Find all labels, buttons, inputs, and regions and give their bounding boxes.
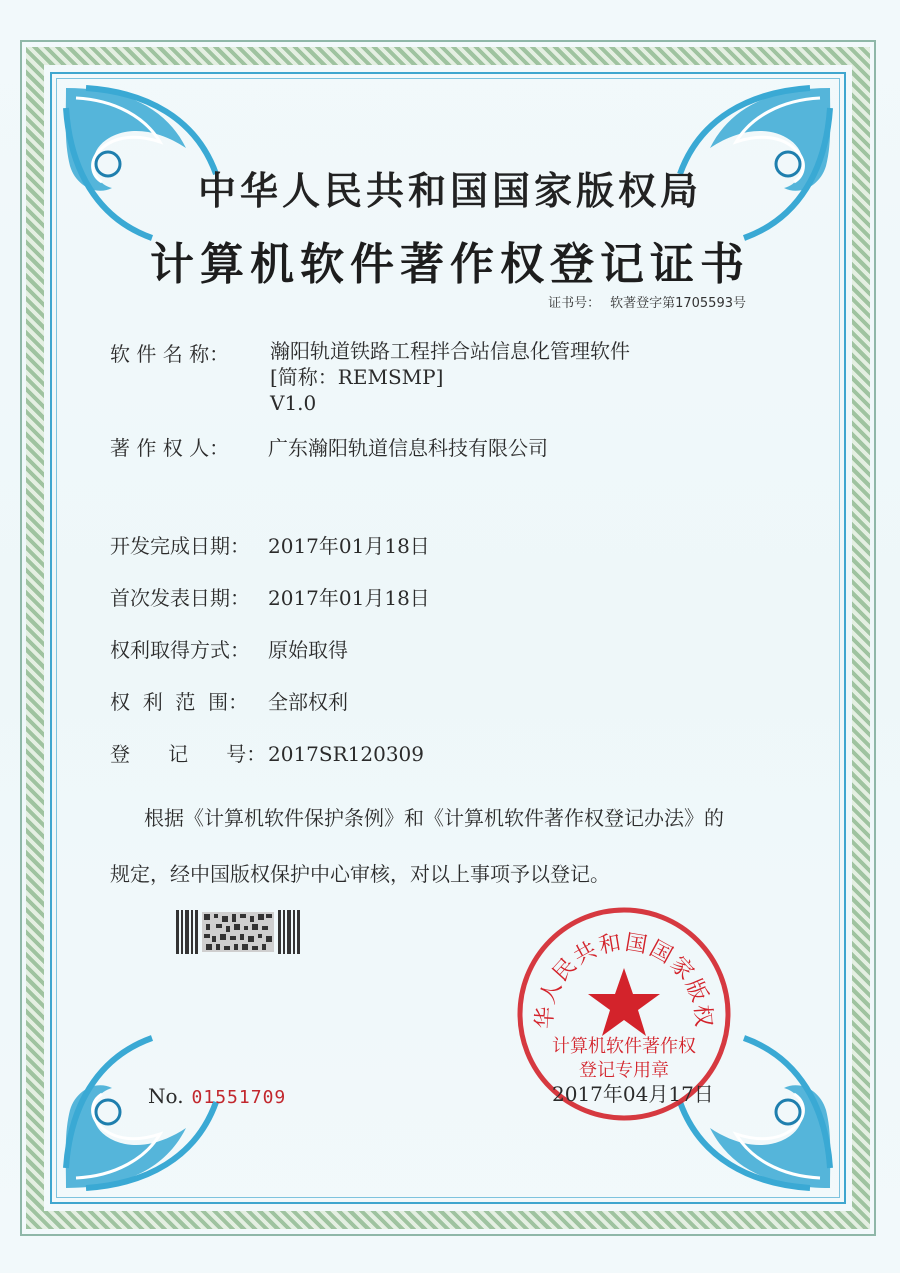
barcode-graphic: [176, 910, 300, 954]
statement-line-1: 根据《计算机软件保护条例》和《计算机软件著作权登记办法》的: [144, 806, 724, 830]
statement-line-2: 规定，经中国版权保护中心审核，对以上事项予以登记。: [110, 862, 610, 886]
dev-date-label: 开发完成日期：: [110, 534, 250, 558]
registration-number-value: 2017SR120309: [268, 742, 425, 766]
corner-ornament-bottom-left: [56, 1028, 226, 1198]
field-acquisition: [110, 634, 348, 663]
field-software-name: [110, 338, 268, 367]
dev-date-value: 2017年01月18日: [268, 534, 430, 558]
field-registration-number: [110, 738, 424, 767]
seal-text-line-1: 计算机软件著作权: [552, 1036, 696, 1057]
certificate-number-label: 证书号：: [548, 296, 601, 311]
serial-label: No.: [148, 1084, 184, 1108]
seal-arc-text: 华人民共和国国家版权: [532, 930, 716, 1030]
certificate-title: 计算机软件著作权登记证书: [150, 239, 750, 290]
serial-number: [148, 1084, 286, 1108]
scope-label: 权 利 范 围：: [110, 690, 249, 714]
field-owner: [110, 432, 548, 461]
field-scope: [110, 686, 348, 715]
software-short-name: [简称：REMSMP]: [270, 365, 444, 389]
issue-date: 2017年04月17日: [552, 1082, 714, 1106]
software-name-value: 瀚阳轨道铁路工程拌合站信息化管理软件: [270, 339, 630, 363]
seal-star-icon: [588, 968, 660, 1036]
pub-date-value: 2017年01月18日: [268, 586, 430, 610]
owner-label: 著 作 权 人：: [110, 436, 230, 460]
acquisition-value: 原始取得: [268, 638, 348, 662]
barcode: [176, 910, 300, 954]
software-version: V1.0: [270, 391, 317, 415]
issuing-authority: 中华人民共和国国家版权局: [197, 168, 702, 213]
acquisition-label: 权利取得方式：: [110, 638, 250, 662]
certificate-number-value: 软著登字第1705593号: [610, 296, 746, 311]
pub-date-label: 首次发表日期：: [110, 586, 250, 610]
field-dev-date: [110, 530, 430, 559]
registration-number-label: 登 记 号：: [110, 742, 267, 766]
field-pub-date: [110, 582, 430, 611]
seal-text-line-2: 登记专用章: [579, 1060, 669, 1081]
scope-value: 全部权利: [268, 690, 348, 714]
serial-value: 01551709: [191, 1087, 287, 1108]
software-name-label: 软 件 名 称：: [110, 342, 230, 366]
software-name-values: [270, 338, 630, 416]
certificate-number: [548, 292, 746, 311]
owner-value: 广东瀚阳轨道信息科技有限公司: [268, 436, 548, 460]
